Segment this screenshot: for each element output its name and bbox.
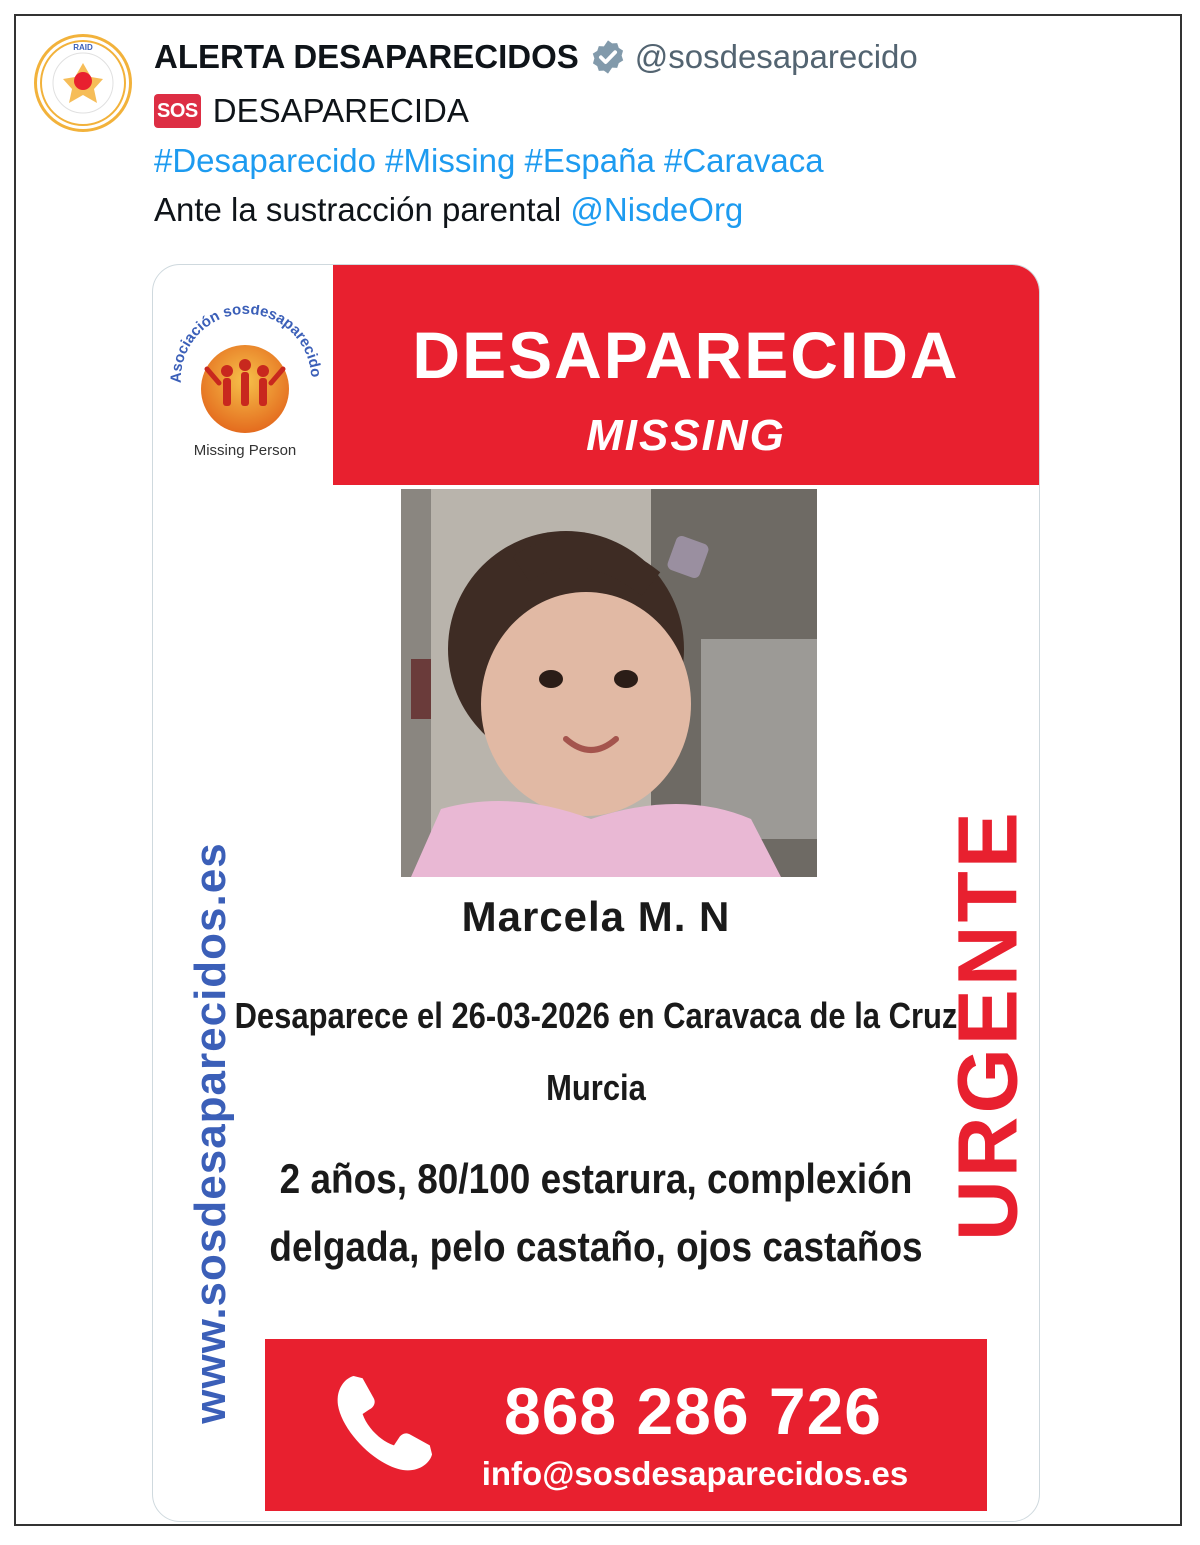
poster-title: DESAPARECIDA xyxy=(412,318,960,392)
profile-avatar[interactable] xyxy=(34,34,132,132)
phone-icon xyxy=(329,1365,441,1481)
tweet-headline xyxy=(154,92,469,130)
website-text: www.sosdesaparecidos.es xyxy=(186,842,235,1424)
tweet-body xyxy=(154,191,743,229)
verified-badge-icon xyxy=(589,38,627,76)
account-name[interactable]: ALERTA DESAPARECIDOS xyxy=(154,38,579,75)
urgent-text: URGENTE xyxy=(940,809,1035,1241)
association-logo xyxy=(161,305,331,465)
sos-emoji-icon: SOS xyxy=(154,94,201,128)
missing-poster-image[interactable] xyxy=(152,264,1040,1522)
person-name: Marcela M. N xyxy=(461,893,731,940)
tweet-header xyxy=(154,38,918,76)
contact-banner xyxy=(265,1339,987,1511)
physical-description-2: delgada, pelo castaño, ojos castaños xyxy=(269,1223,923,1270)
disappearance-region: Murcia xyxy=(546,1067,646,1108)
contact-email: info@sosdesaparecidos.es xyxy=(481,1455,909,1492)
physical-description-1: 2 años, 80/100 estarura, complexión xyxy=(279,1155,913,1202)
mention-link[interactable]: @NisdeOrg xyxy=(570,191,744,228)
account-handle[interactable]: @sosdesaparecido xyxy=(634,38,918,75)
title-banner xyxy=(333,265,1039,485)
phone-number: 868 286 726 xyxy=(503,1374,883,1448)
body-text: Ante la sustracción parental xyxy=(154,191,571,228)
missing-person-photo xyxy=(401,489,817,877)
disappearance-info: Desaparece el 26-03-2026 en Caravaca de la Cruz xyxy=(234,995,958,1036)
assoc-tagline: Missing Person xyxy=(193,442,297,459)
tweet-hashtags[interactable]: #Desaparecido #Missing #España #Caravaca xyxy=(154,142,824,179)
headline-text: DESAPARECIDA xyxy=(212,92,469,129)
poster-subtitle: MISSING xyxy=(586,411,786,460)
assoc-arc-text: Asociación sosdesaparecido xyxy=(167,305,325,384)
svg-text:RAID: RAID xyxy=(73,43,93,52)
